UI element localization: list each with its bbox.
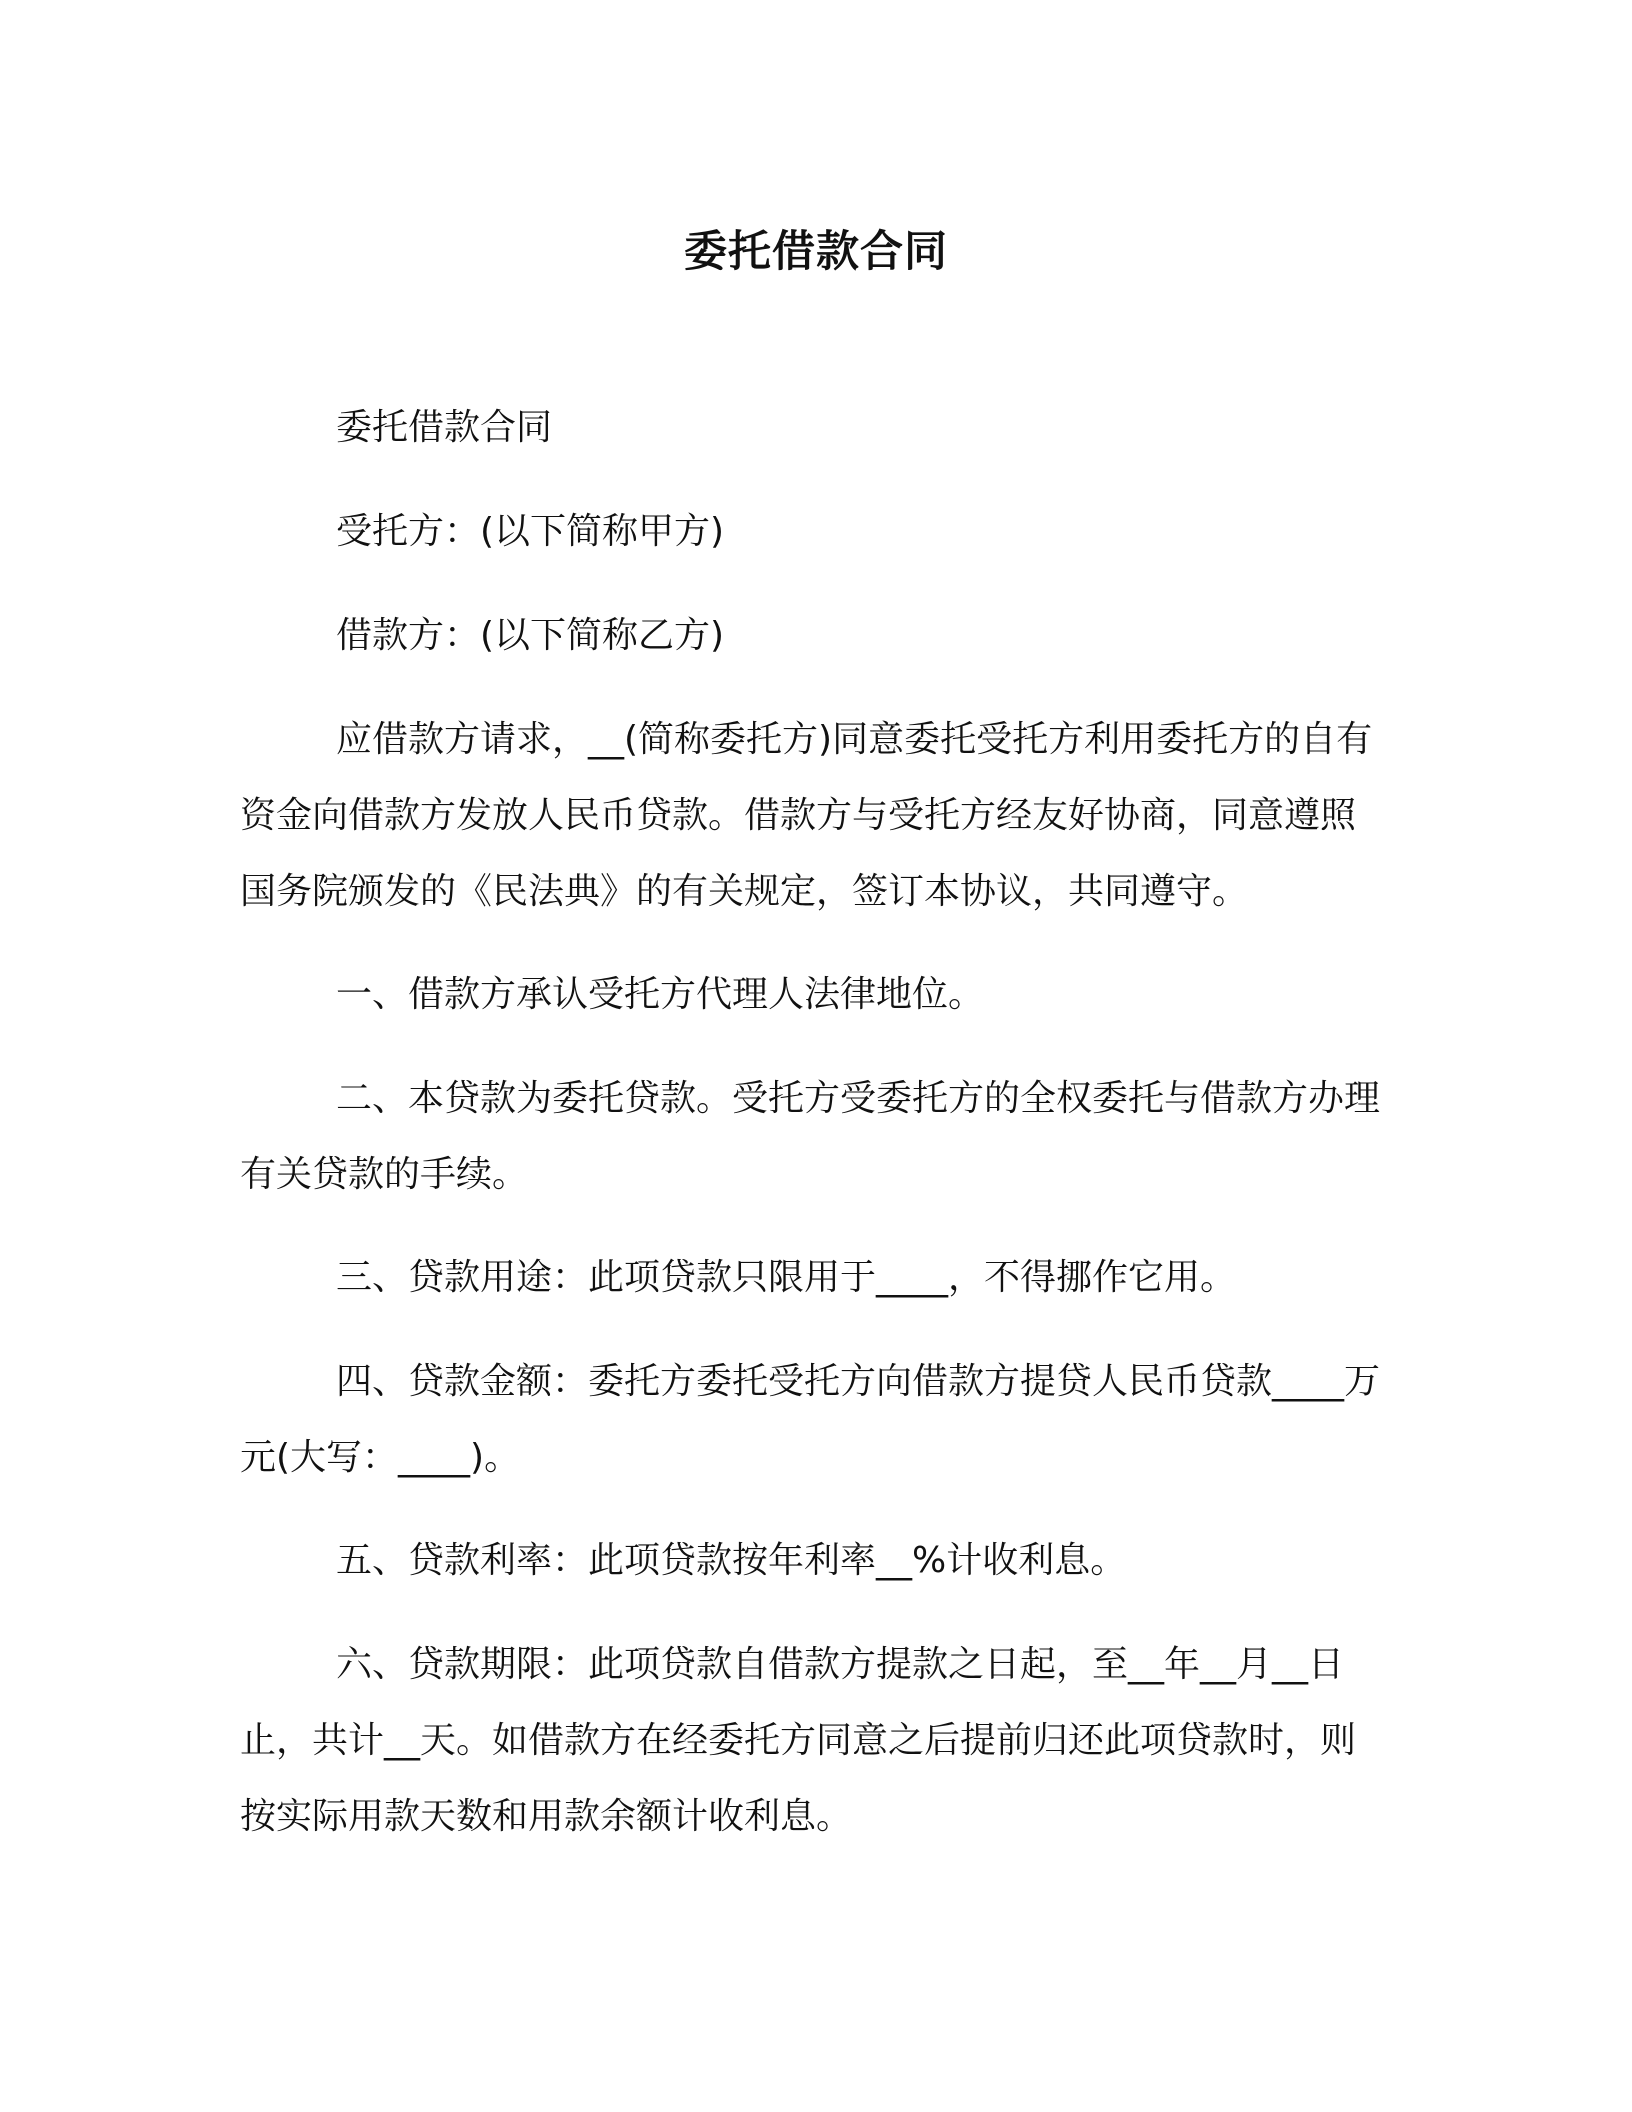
clause-2: 二、本贷款为委托贷款。受托方受委托方的全权委托与借款方办理有关贷款的手续。 bbox=[240, 1078, 1381, 1195]
paragraph-borrower: 借款方：(以下简称乙方) bbox=[336, 615, 725, 656]
document-body bbox=[240, 390, 1380, 1882]
clause-6: 六、贷款期限：此项贷款自借款方提款之日起，至__年__月__日止，共计__天。如借款方在经委托方同意之后提前归还此项贷款时，则按实际用款天数和用款余额计收利息。 bbox=[240, 1644, 1357, 1837]
clause-3: 三、贷款用途：此项贷款只限用于____，不得挪作它用。 bbox=[336, 1257, 1237, 1298]
clause-1: 一、借款方承认受托方代理人法律地位。 bbox=[336, 974, 985, 1015]
clause-4: 四、贷款金额：委托方委托受托方向借款方提贷人民币贷款____万元(大写：____)。 bbox=[240, 1361, 1381, 1478]
clause-5: 五、贷款利率：此项贷款按年利率__%计收利息。 bbox=[336, 1540, 1127, 1581]
document-title: 委托借款合同 bbox=[684, 227, 948, 277]
paragraph-heading: 委托借款合同 bbox=[336, 407, 553, 448]
paragraph-preamble: 应借款方请求，__(简称委托方)同意委托受托方利用委托方的自有资金向借款方发放人民币贷款。借款方与受托方经友好协商，同意遵照国务院颁发的《民法典》的有关规定，签订本协议，共同遵守。 bbox=[240, 719, 1373, 912]
paragraph-trustee: 受托方：(以下简称甲方) bbox=[336, 511, 725, 552]
